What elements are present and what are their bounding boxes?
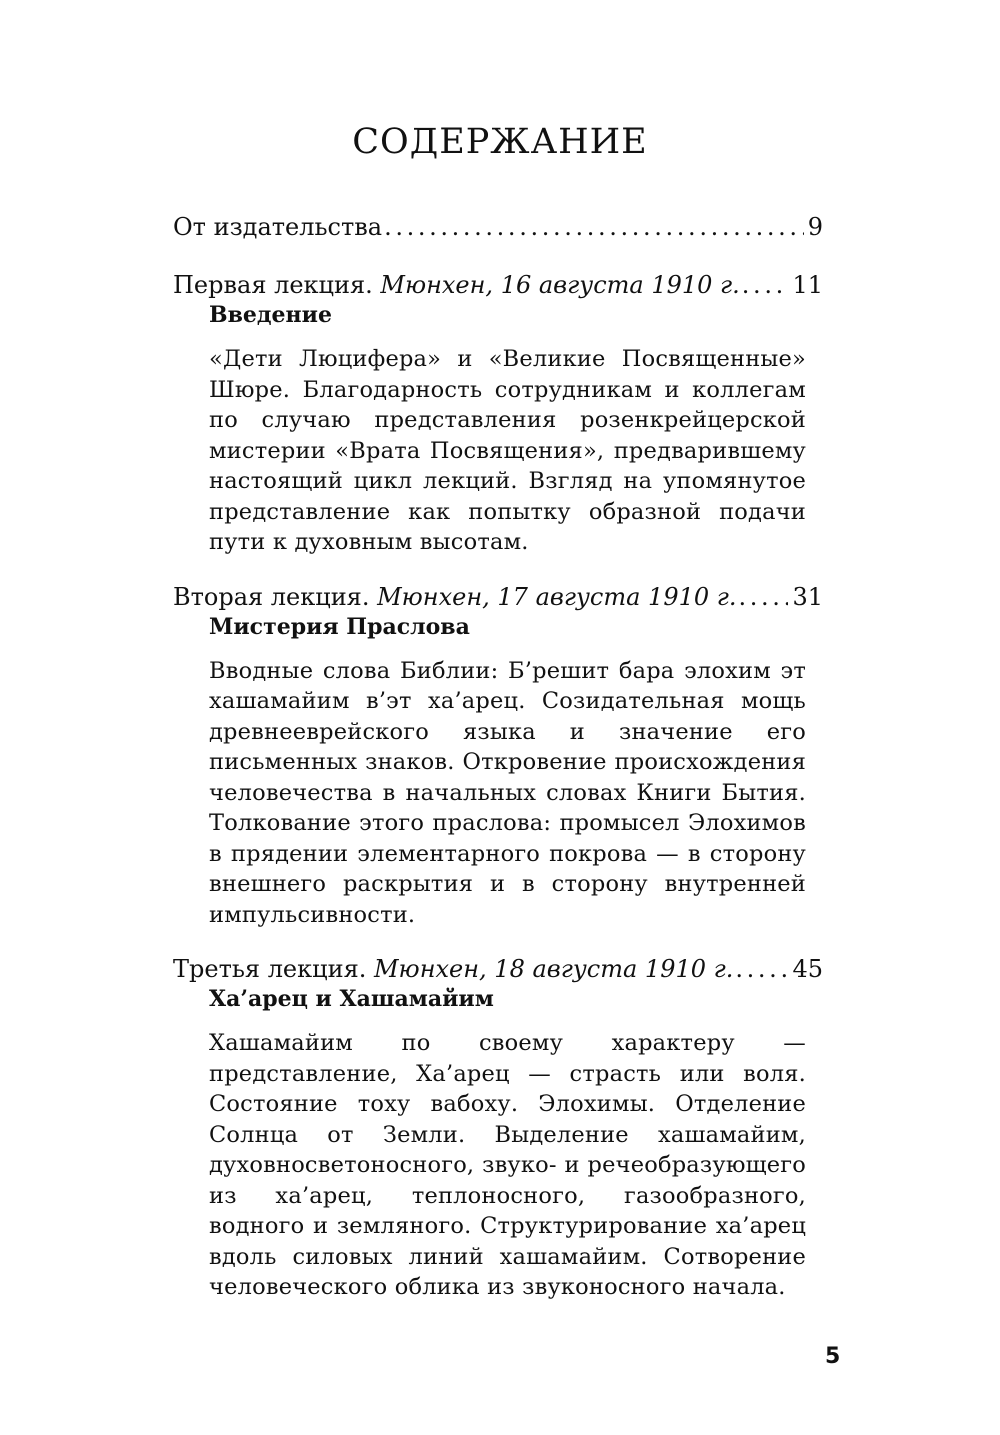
entry-label: Вторая лекция. [173,582,370,611]
entry-place-date: Мюнхен, 17 августа 1910 г. [377,582,737,611]
entry-body [209,984,806,1303]
toc-entry-publisher [173,212,823,242]
toc-entry-lecture-2 [173,582,823,931]
toc-line[interactable] [173,212,823,242]
lecture-description: Хашамайим по своему характеру — представление, Ха’арец — страсть или воля. Состояние тоху вабоху. Элохимы. Отделение Солнца от Земли. Выделение хашамайим, духовносветоносного, звуко- и речеобразующего из ха’арец, теплоносного, газообразного, водного и земляного. Структурирование ха’арец вдоль силовых линий хашамайим. Сотворение человеческого облика из звуконосного начала. [209,1030,806,1300]
entry-label: Первая лекция. [173,271,373,299]
page-ref: 11 [792,271,823,299]
entry-body [209,612,806,931]
entry-label: От издательства [173,213,383,241]
entry-place-date: Мюнхен, 18 августа 1910 г. [373,955,734,983]
lecture-description: Вводные слова Библии: Б’решит бара элохим эт хашамайим в’эт ха’арец. Созидательная мощь древнееврейского языка и значение его письменных знаков. Откровение происхождения человечества в начальных словах Книги Бытия. Толкование этого праслова: промысел Элохимов в прядении элементарного покрова — в сторону внешнего раскрытия и в сторону внутренней импульсивности. [209,657,806,928]
page-ref: 31 [792,582,823,611]
lecture-heading: Введение [209,302,332,328]
leader-dots [384,212,804,242]
toc-entry-lecture-1 [173,270,823,558]
entry-body [209,300,806,558]
leader-dots [739,582,789,612]
toc-line[interactable] [173,270,823,300]
leader-dots [735,954,788,984]
lecture-description: «Дети Люцифера» и «Великие Посвященные» Шюре. Благодарность сотрудникам и коллегам по случаю представления розенкрейцерской мистерии «Врата Посвящения», предварившему настоящий цикл лекций. Взгляд на упомянутое представление как попытку образной подачи пути к духовным высотам. [209,346,806,555]
toc-entry-lecture-3 [173,954,823,1303]
page-ref: 45 [792,955,823,983]
entry-place-date: Мюнхен, 16 августа 1910 г. [380,271,740,299]
toc-line[interactable] [173,582,823,612]
page-ref: 9 [807,213,823,241]
entry-label: Третья лекция. [173,955,367,983]
leader-dots [742,270,789,300]
page-title: СОДЕРЖАНИЕ [352,122,648,162]
table-of-contents [173,212,823,1303]
lecture-heading: Мистерия Праслова [209,613,470,640]
page-number: 5 [825,1344,841,1369]
lecture-heading: Ха’арец и Хашамайим [209,986,494,1012]
toc-line[interactable] [173,954,823,984]
